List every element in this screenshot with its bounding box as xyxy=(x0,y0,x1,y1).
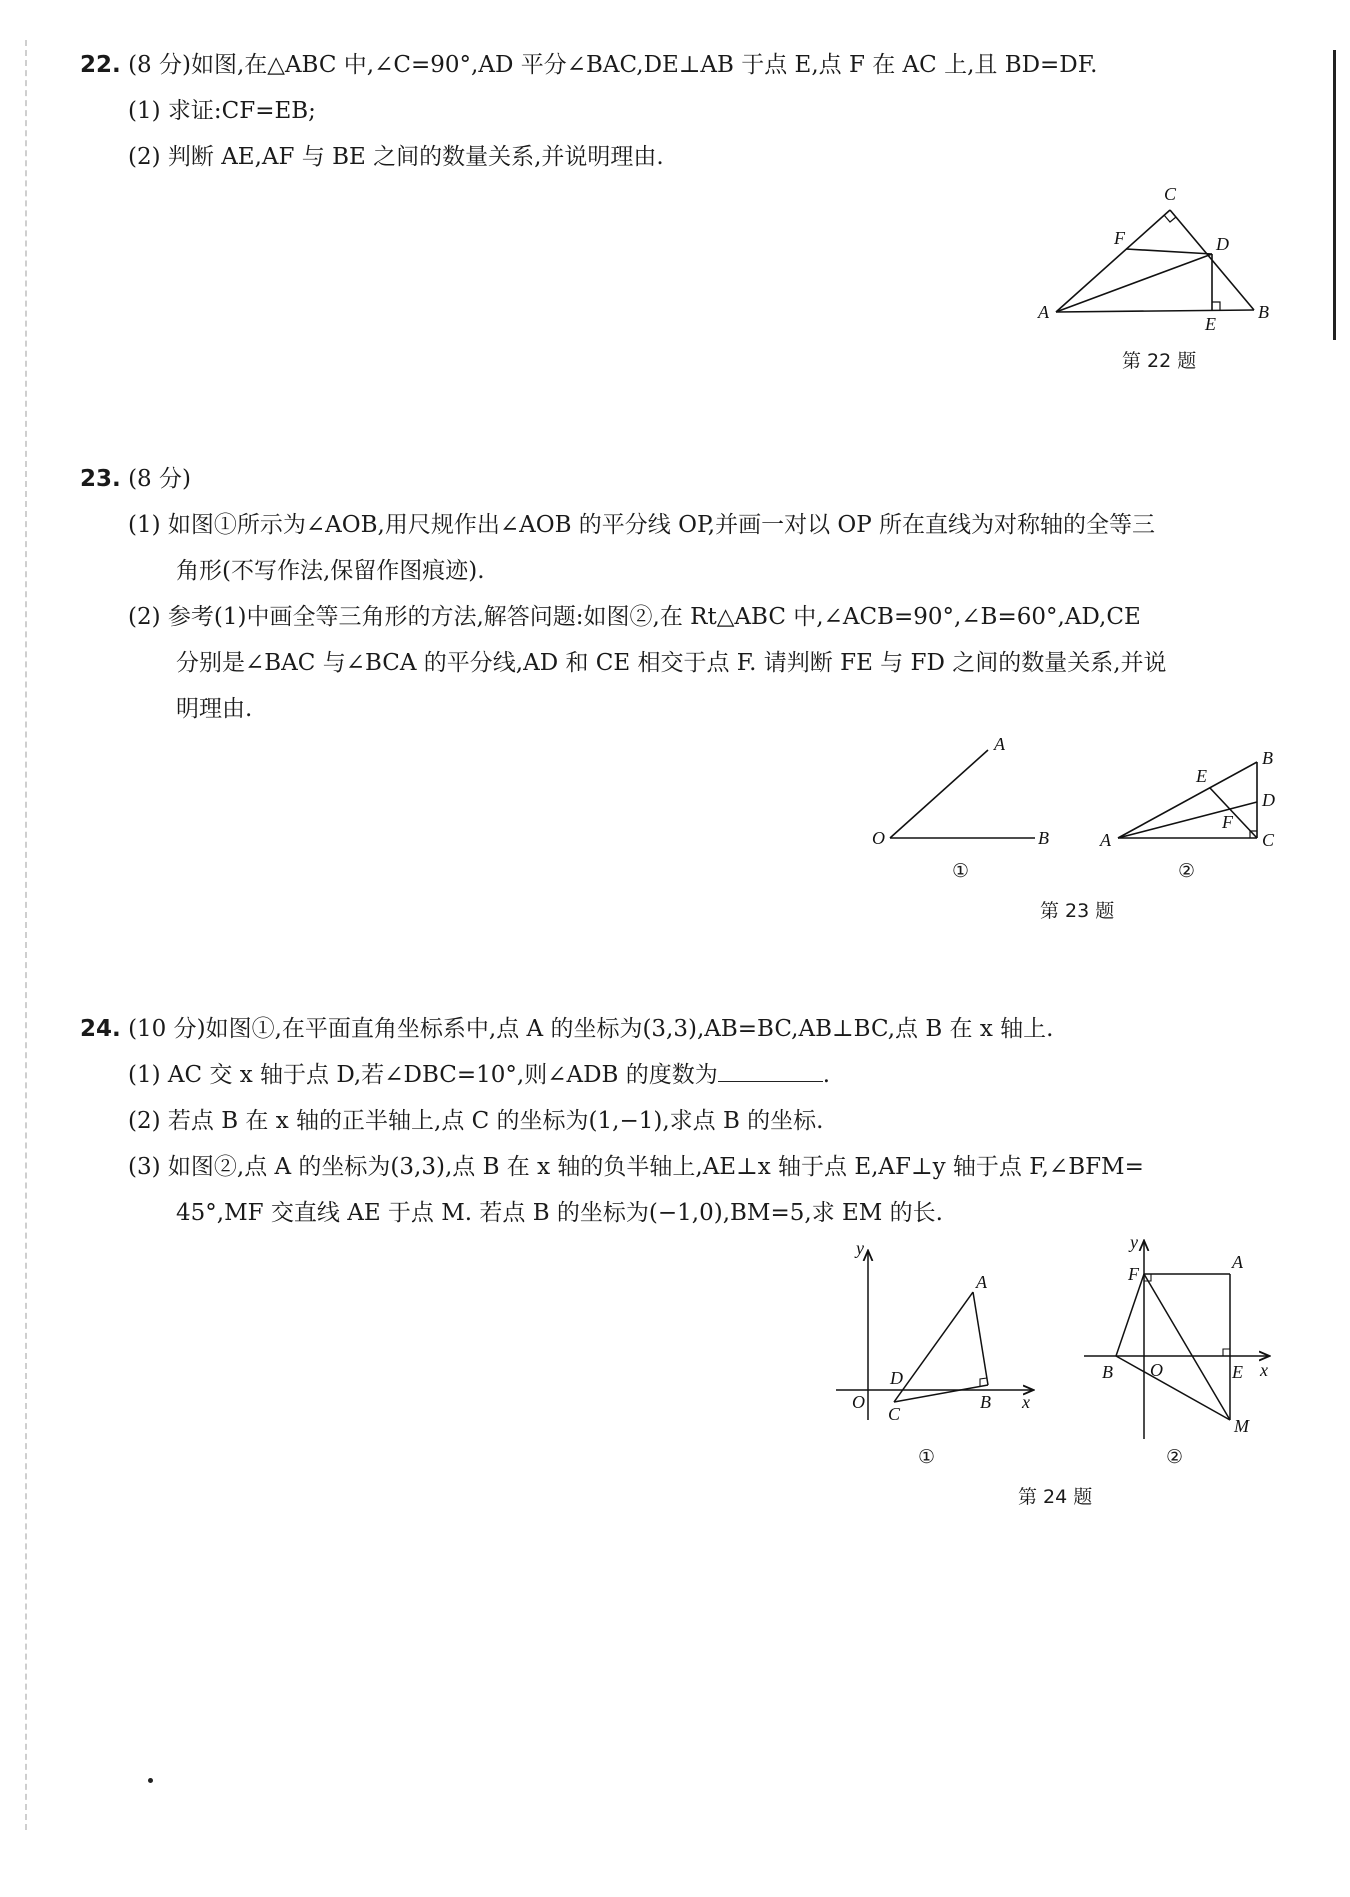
problem-22-number: 22. xyxy=(80,52,121,78)
figure-23-2 xyxy=(1090,742,1280,856)
problem-22-text: (8 分)如图,在△ABC 中,∠C=90°,AD 平分∠BAC,DE⊥AB 于点 E,点 F 在 AC 上,且 BD=DF. xyxy=(128,52,1098,78)
figure-23-caption: 第 23 题 xyxy=(1040,900,1115,922)
label-x: x xyxy=(1260,1360,1268,1380)
segment-BF xyxy=(1116,1274,1144,1356)
label-E: E xyxy=(1196,766,1207,786)
label-B: B xyxy=(1258,302,1269,322)
label-D: D xyxy=(1216,234,1229,254)
figure-24-2 xyxy=(1080,1234,1280,1448)
figure-22-caption: 第 22 题 xyxy=(1122,350,1197,372)
label-F: F xyxy=(1114,228,1125,248)
problem-24-part-1-text: (1) AC 交 x 轴于点 D,若∠DBC=10°,则∠ADB 的度数为 xyxy=(128,1062,718,1088)
label-C: C xyxy=(1262,830,1275,850)
problem-22-stem xyxy=(80,50,1097,80)
problem-23-part-2-line-1: (2) 参考(1)中画全等三角形的方法,解答问题:如图②,在 Rt△ABC 中,∠ACB=90°,∠B=60°,AD,CE xyxy=(128,604,1141,630)
figure-24-caption: 第 24 题 xyxy=(1018,1486,1093,1508)
right-angle-mark-E xyxy=(1223,1349,1230,1356)
segment-AB xyxy=(973,1292,988,1385)
segment-AD xyxy=(1118,802,1257,838)
stray-dot xyxy=(148,1778,153,1783)
label-E: E xyxy=(1205,314,1216,334)
label-y: y xyxy=(856,1238,864,1258)
problem-23-stem xyxy=(80,464,191,494)
label-A: A xyxy=(1100,830,1111,850)
label-O: O xyxy=(872,828,885,848)
figure-23-2-tag: ② xyxy=(1178,860,1196,882)
segment-AB xyxy=(1056,310,1254,312)
label-A: A xyxy=(1232,1252,1243,1272)
segment-AC xyxy=(1056,210,1170,312)
problem-22-part-1: (1) 求证:CF=EB; xyxy=(128,98,316,124)
label-C: C xyxy=(888,1404,901,1424)
label-B: B xyxy=(1038,828,1049,848)
answer-blank[interactable] xyxy=(718,1061,823,1082)
segment-BM xyxy=(1116,1356,1230,1420)
label-A: A xyxy=(1038,302,1049,322)
problem-22-part-2: (2) 判断 AE,AF 与 BE 之间的数量关系,并说明理由. xyxy=(128,144,664,170)
label-O: O xyxy=(1150,1360,1163,1380)
label-B: B xyxy=(1262,748,1273,768)
segment-FD xyxy=(1126,249,1212,254)
label-x: x xyxy=(1022,1392,1030,1412)
segment-CB xyxy=(894,1385,988,1402)
label-C: C xyxy=(1164,184,1177,204)
figure-22 xyxy=(1030,180,1290,334)
figure-23-1-tag: ① xyxy=(952,860,970,882)
problem-24-stem xyxy=(80,1014,1053,1044)
problem-23-part-1-line-2: 角形(不写作法,保留作图痕迹). xyxy=(176,558,485,584)
segment-AB xyxy=(1118,762,1257,838)
label-A: A xyxy=(976,1272,987,1292)
label-O: O xyxy=(852,1392,865,1412)
label-F: F xyxy=(1128,1264,1139,1284)
problem-24-text: (10 分)如图①,在平面直角坐标系中,点 A 的坐标为(3,3),AB=BC,AB⊥BC,点 B 在 x 轴上. xyxy=(128,1016,1054,1042)
problem-24-part-2: (2) 若点 B 在 x 轴的正半轴上,点 C 的坐标为(1,−1),求点 B 的坐标. xyxy=(128,1108,824,1134)
label-A: A xyxy=(994,734,1005,754)
problem-23-text: (8 分) xyxy=(128,466,191,492)
problem-24-part-1-end: . xyxy=(822,1062,831,1088)
label-E: E xyxy=(1232,1362,1243,1382)
figure-24-1-tag: ① xyxy=(918,1446,936,1468)
figure-24-1 xyxy=(830,1240,1050,1434)
segment-AD xyxy=(1056,254,1212,312)
figure-23-1 xyxy=(870,730,1050,854)
label-y: y xyxy=(1130,1232,1138,1252)
binding-margin-line xyxy=(25,40,27,1830)
problem-24-part-3-line-2: 45°,MF 交直线 AE 于点 M. 若点 B 的坐标为(−1,0),BM=5,求 EM 的长. xyxy=(176,1200,943,1226)
label-F: F xyxy=(1222,812,1233,832)
label-B: B xyxy=(980,1392,991,1412)
problem-23-number: 23. xyxy=(80,466,121,492)
label-M: M xyxy=(1234,1416,1249,1436)
problem-23-part-2-line-2: 分别是∠BAC 与∠BCA 的平分线,AD 和 CE 相交于点 F. 请判断 FE 与 FD 之间的数量关系,并说 xyxy=(176,650,1167,676)
label-B: B xyxy=(1102,1362,1113,1382)
problem-23-part-1-line-1: (1) 如图①所示为∠AOB,用尺规作出∠AOB 的平分线 OP,并画一对以 OP 所在直线为对称轴的全等三 xyxy=(128,512,1156,538)
problem-24-part-1 xyxy=(128,1060,830,1090)
problem-24-number: 24. xyxy=(80,1016,121,1042)
segment-CA xyxy=(894,1292,973,1402)
label-D: D xyxy=(1262,790,1275,810)
segment-FM xyxy=(1144,1274,1230,1420)
label-D: D xyxy=(890,1368,903,1388)
problem-23-part-2-line-3: 明理由. xyxy=(176,696,253,722)
problem-24-part-3-line-1: (3) 如图②,点 A 的坐标为(3,3),点 B 在 x 轴的负半轴上,AE⊥x 轴于点 E,AF⊥y 轴于点 F,∠BFM= xyxy=(128,1154,1144,1180)
scan-edge-mark xyxy=(1333,50,1336,340)
figure-24-2-tag: ② xyxy=(1166,1446,1184,1468)
ray-OA xyxy=(890,750,988,838)
